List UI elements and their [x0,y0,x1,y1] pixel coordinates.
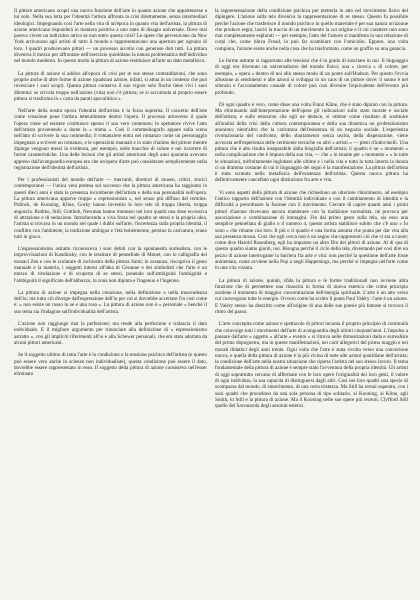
paragraph: Nell'arte della nostra epoca l'identità dell'artista è la forza suprema. Il concetto dell'arte come creazione pone l'artista letteralmente dentro l'opera. Il processo attraverso il quale l'opera viene ad esistere costituisce spesso il suo vero contenuto; lo spettatore rivive l'atto dell'artista provenendo a darne la « trama ». Così il commediografo appare sulla scena nell'atto di scrivere la sua commedia; il romanziere entra nel romanzo come un personaggio impegnato a scrivere un romanzo, e le operazioni manuali e lo stato d'animo del pittore mentre dipinge vengono messi in evidenza, per esempio, nelle macchie di colore e nei ricorrere di forme caratteristiche. Una delle lezioni che gli artisti americani degli anni quaranta avevano appreso dall'avanguardia europea era che un'opera d'arte può considerare semplicemente nella registrazione dell'identità dell'artista. [14,108,207,171]
paragraph: L'azione non raggiunge mai la perfezione; ma tende alla perfezione e tralascia il dato individuale. E il migliore argomento per rinunciare alla definizione di « espressionismo astratto », con gli impliciti riferimenti all'io e alla Schewer personali, che era stata adottata da alcuni pittori americani. [14,321,207,346]
left-text-column [14,8,207,592]
paragraph: Per i professionisti del mondo dell'arte — mercanti, direttori di museo, critici, storici contemporanei — l'unica vera pretesa sul successo che la pittura americana ha raggiunto in questi dieci anni è stata la presenza incombente dell'artista e della sua personalità nell'opera. La pittura americana apparve troppo « espressionista », nel senso più diffuso del termine. Pollock, de Kooning, Kline, Gorky hanno investito le loro tele di troppa libertà, troppa angoscia. Rothko, Still, Gottlieb, Newman hanno immesso nei loro quadri una dose eccessiva di attrazione e di seduzione. Introducendo a viva forza nel quadro se stessi e la propria idea, l'artista si trovava in un mondo nel quale i dubbi sull'arte, l'incertezza sulla propria identità, il conflitto con l'ambiente, la tradizione ambigua e l'età bohémienne, persino la caricatura, erano tutti in gioco. [14,177,207,240]
paragraph: La pittura di azione si impegna nella creazione, nella definizione o nella trascendenza dell'io; ma tutto ciò diverge dall'espressione dell'io per cui si dovrebbe accertare l'io così come è: « non esiste un rosso in sé e una rosa ». La pittura di azione non è « personale » benché il suo tema sia l'indagine sull'individualità dell'artista. [14,289,207,315]
right-text-column [215,8,408,592]
paragraph: Vi sono aspetti della pittura di azione che richiedono un ulteriore chiarimento, ad esempio l'antico rapporto dell'azione con l'identità individuale o con il cambiamento di identità e la difficoltà a preordinare la fusione con il movimento. Cercare di capire quanti anni i primi pittori d'azione dovevano ancora mantenere con la tradizione surrealista, né provoca per associazione o combinazione di immagini. Fin dal primo gesto sulla tela, sia esso una semplice pennellata di giallo o il numero 4, questo artista stabilisce subito che c'è uno « Io sono » che rimane con loro. Il più o il quadro è una forma astratta che punta per dar vita alla sua presenza mossa. Così che egli cerca non è un segno che rappresenti ciò che ci sta a cuore; come dice Harold Rosenberg, egli ha imparato un altro Dio dei pittori di azione. Al di qua di questo quadro siamo giunti, noi. Bisogna perché il ciclo della tela, diventando per così dire un pezzo di azione interrogante la barriera fra arte e vita: non perché la questione dell'arte fosse annientata, come avviene nella Pop a negli Happenings, ma perché si impegna nell'arte come in una vita vissuta. [215,189,408,272]
paragraph: Le forme astratte si rapportano alle tensioni che è in grado di suscitare in noi. Il linguaggio di oggi era divenuto un universalismo del mondo fisico; una « ricerca » di colore, per esempio, « opera » dentro di noi allo stesso modo di un ponte sull'Hudson. Per questo l'ovvia allusione ai sentimenti e alle azioni si sviluppa in un caos di un pittore dove: il suono è nel silenzio e l'accostamento casuale di colore può così divenire l'equivalente dell'evento più profondo. [215,58,408,96]
paragraph: L'espressionismo astratto riconosceva i suoi debiti con la spontaneità surrealista, con le improvvisazioni di Kandinsky, con le tessiture di pennellate di Monet, con lo calligrafia dei monaci Zen e con le scolature di inchiostro della pittura Sumi; in sostanza, riscopriva il gesto manuale e la materia, i soggetti interni all'idea di Cézanne e dei simbolisti che l'arte è un mezzo di rivelazione e di scoperta di se stessi, ponendo sull'ambiguità l'ambiguità e l'ambiguità il significato dell'abbozzo, la zona non dipinta e l'ingenuo e l'ingenuo. [14,246,207,284]
paragraph: La pittura di azione si addice all'epoca di crisi per le sue stesse contraddizioni, che sono proprie anche di altre forme di azione (qualsiasi azione, infatti, si attua in un contesto che può rovesciare i suoi scopi). Questa pittura conserva il suo vigore solo finché tiene vivi i suoi dilemmi: se scivola troppo nell'azione (vita) non c'è pittura; se si accomoda al proprio essere pittura si trasforma in « carta da parati apocalittica ». [14,70,207,102]
paragraph: la rappresentazione della condizione psichica per metterla in atto nel movimento fisico del dipingere. L'azione sulla tela diveniva la rappresentazione di se stesso. Questo fu possibile perché l'azione che trasferisce il mondo psichico in quello materiale è per sua natura un'azione che produce segni; lasciò la traccia di un movimento la cui origine e il cui carattere non sono mai completamente esplorati — per esempio, l'atto del l'amore si manifesta in una relazione di corpi che, come rileva Freud, lo può far scambiare con l'omicidio. Eppure, una volta compiuta, l'azione esiste anche nella cosa che ha trasformato, come un graffio su una guancia. [215,8,408,52]
paragraph: Se il soggetto ultimo di tutta l'arte è la condizione o la tensione psichica dell'artista (e questo può essere vero anche in scienze non individualiste), questa condizione può essere il dato, dovrebbe essere rappresentato in esso. Il soggetto della pittura di azione consisteva nell'esser eliminato [14,352,207,378]
paragraph: Di ogni quadro è vero, come disse una volta Franz Kline, che è stato dipinto con la pittura. Ma eliminando dall'interpretazione dell'opera gli indicazioni sullo stato morale e sociale dell'artista, e sulle emozioni che egli ne deduce, si ottiene come risultato di sostituire all'analisi della crisi della cultura contemporanea e della sua dinamica un professionismo anonimo; nient'altro che la caricatura dell'esistenza di un negozio sociale. L'esperienza rivoluzionaria del confronto, dello sbarramento senza uscita, della disperazione, viene accecata nell'esperienza delle cerimonie tecniche su altri « artisti » — pieni d'indovinelli. Una pittura che è alto risulta inseparabile dalla biografia dell'artista; il quadro è un « momento » nella complicazione che è impura della sua vita, — che « in istante per « momento » « in tutte le situazioni, mifroltamente inglobato alle ultime e i nella vita e tutta la tutta interra la durata ci un dramma costante di cui il linguaggio dei segni è la manifestazione. La pittura dell'artista è stata scrutata nella metafisica dell'esistenza dell'artista. Questa nuova pittura ha definitivamente cancellato ogni distinzione fra arte e vita. [215,101,408,184]
paragraph: Il pittore americano scoprì una nuova funzione dell'arte in quanto azione che appartenesse a lui solo. Nella sua lotta per l'identità l'artista affronta la crisi direttamente, senza intermediari ideologici. Impegnando così l'arte nella vita di un'epoca in quanto vita dell'artista, la pittura di azione americana risponderà in maniera positiva a uno stato di disagio universale. Dove mai poteva vivere un individuo attivo se non entro questa crisi? Le opere che pervenivano da New York arrivavano agli artisti di tutto il mondo e rappresentavano una apertura per ognuno di loro. I quadri producevano pittori — un processo accolto con generose doti tutti. La pittura diveniva il mezzo per affrontare nell'esercizio quotidiano la natura problematica dell'individuo nel mondo moderno. In questo modo la pittura di azione restituisce all'arte un dato metafisico. [14,8,207,65]
paragraph: L'arte concepita come azione e spettacolo di pittori incarna il proprio principio di continuità che coinvolge tutti i movimenti dell'arte di avanguardia degli ultimi cinquant'anni. L'impulso a passare dall'arte « oggetto » all'arte « evento » si ritrova nelle dimostrazioni dada e surrealiste del primo dopoguerra, ma in queste manifestazioni, nei carri allegorici del primo maggio e nei murali didattici degli anni trenta. Ogni volta che l'arte è stata rivolta verso una concezione nuova, e quella della pittura di azione è la più vicina di tutte alle azioni quotidiane dell'artista; la condizione dell'arte nella nostra situazione che riporta l'artista nel suo stesso lavoro. Il tema fondamentale della pittura di azione è sempre stato l'avventura della propria identità. Gli artisti di oggi soprattutto cercano di affermare con le loro opere l'originalità dei loro gesti, il valore di ogni individuo, la sua capacità di distinguersi dagli altri. Così nei loro quadri una specie di scomparsa dal mondo, di smarrimento, di una certa tristezza. Ma Still ha ormai superato, con i suoi quadri che procedono da una sola persona di tipo solitario, ai Kooning, ai Kline, agli Smith, lo Still e la pittura di azione. Ma il Kooning nelle sue opere più recenti, Clyfford Still quello del Savonarola degli assoluti estetici. [215,321,408,410]
paragraph: La pittura di azione, quindi, sfida la pittura e le forme tradizionali non avviene altra funzione che di permettere una rinascita in forma di nuova estetica che come principio sostiene il momento di maggior concentrazione dell'energia spirituale. L'arte è un atto verso cui convergono tutte le energie. Ovvero come ha scritto il poeta Paul Valéry: l'arte è un azione. E Valéry stesso ha descritto come all'origine di una delle sue poesie più famose si trovava il ritmo del passo. [215,277,408,316]
